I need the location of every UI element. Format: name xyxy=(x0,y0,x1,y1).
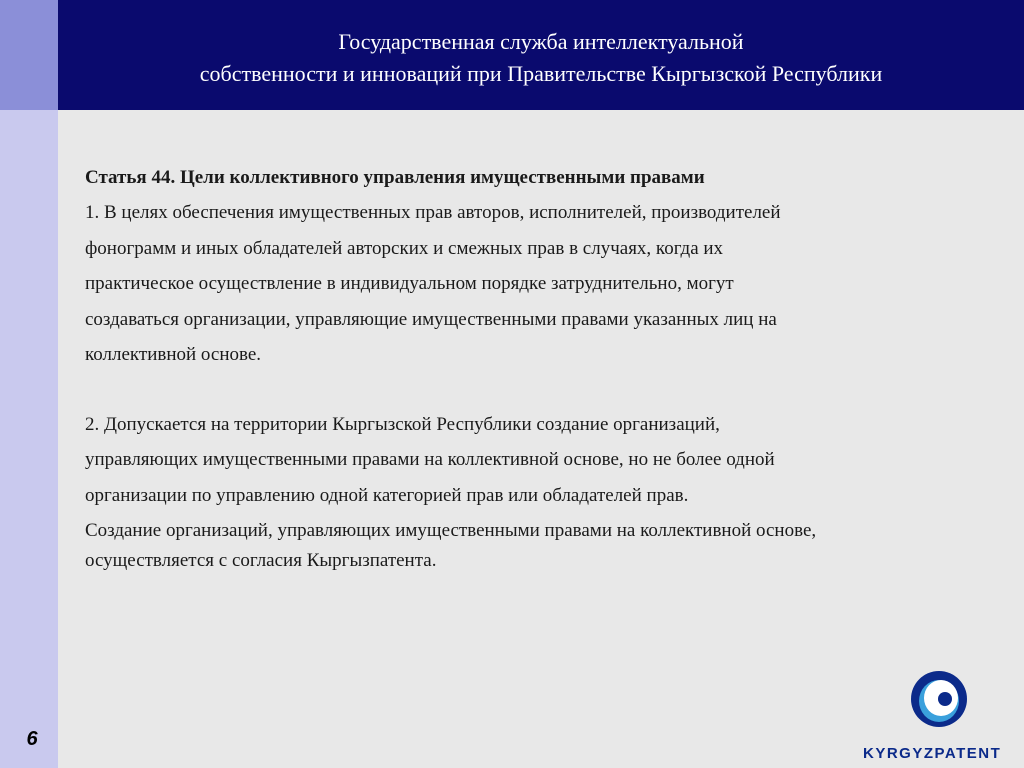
page-number: 6 xyxy=(26,728,38,750)
header-title-line-2: собственности и инноваций при Правительстве Кыргызской Республики xyxy=(199,61,883,86)
paragraph-1-line: 1. В целях обеспечения имущественных прав авторов, исполнителей, производителей xyxy=(85,202,781,223)
sidebar-accent-top xyxy=(0,0,58,110)
paragraph-1 xyxy=(85,195,985,373)
sidebar-accent xyxy=(0,110,58,768)
paragraph-1-line: коллективной основе. xyxy=(85,344,262,365)
header-title-line-1: Государственная служба интеллектуальной xyxy=(338,29,744,54)
slide-content xyxy=(85,160,985,576)
paragraph-1-line: создаваться организации, управляющие имущественными правами указанных лиц на xyxy=(85,308,777,330)
paragraph-1-line: практическое осуществление в индивидуальном порядке затруднительно, могут xyxy=(85,273,734,294)
paragraph-1-line: фонограмм и иных обладателей авторских и смежных прав в случаях, когда их xyxy=(85,237,724,259)
paragraph-3-line: осуществляется с согласия Кыргызпатента. xyxy=(85,550,437,571)
paragraph-3-line: Создание организаций, управляющих имущественными правами на коллективной основе, xyxy=(85,520,817,541)
logo-wordmark: KYRGYZPATENT xyxy=(863,745,1002,762)
paragraph-3 xyxy=(85,516,985,576)
logo-center-dot xyxy=(938,692,952,706)
paragraph-2 xyxy=(85,407,985,514)
paragraph-2-line: управляющих имущественными правами на коллективной основе, но не более одной xyxy=(85,449,775,470)
article-heading: Статья 44. Цели коллективного управления имущественными правами xyxy=(85,167,705,188)
paragraph-2-line: 2. Допускается на территории Кыргызской Республики создание организаций, xyxy=(85,413,720,435)
paragraph-spacer xyxy=(85,373,985,407)
paragraph-2-line: организации по управлению одной категорией прав или обладателей прав. xyxy=(85,484,689,506)
slide-header xyxy=(58,0,1024,110)
